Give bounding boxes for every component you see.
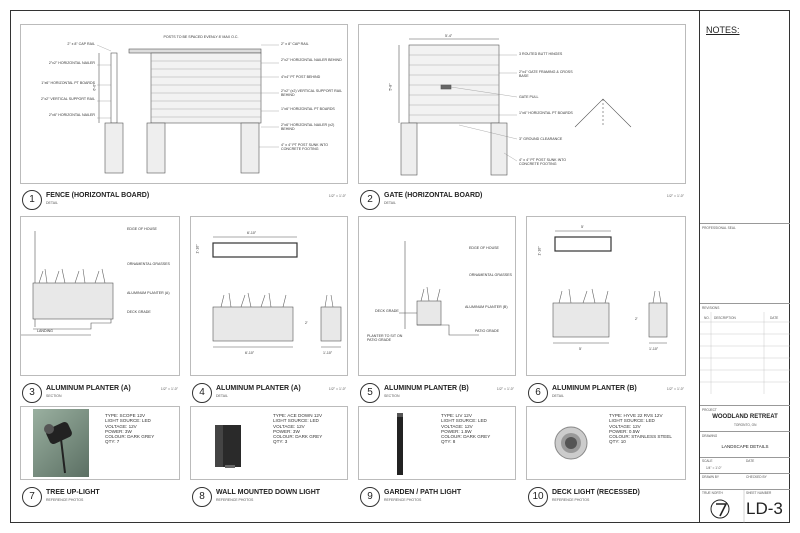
- detail-title: [22, 383, 180, 403]
- detail-title: [528, 383, 686, 403]
- detail-title-text: GATE (HORIZONTAL BOARD): [384, 192, 483, 199]
- detail-subtitle: DETAIL: [46, 201, 58, 205]
- detail-title-text: FENCE (HORIZONTAL BOARD): [46, 192, 150, 199]
- detail-title: [528, 487, 686, 507]
- drawing-box: DRAWING LANDSCAPE DETAILS: [700, 431, 790, 457]
- planter-depth-dim: 2': [305, 321, 308, 325]
- planter-height-dim: 1'-10": [195, 244, 200, 254]
- detail-number: 5: [360, 383, 380, 403]
- project-name: WOODLAND RETREAT: [712, 414, 778, 420]
- detail-subtitle: REFERENCE PHOTOS: [384, 498, 422, 502]
- detail-number: 7: [22, 487, 42, 507]
- detail-scale: 1/2" = 1'-0": [328, 194, 346, 198]
- deck-light-panel: [526, 406, 686, 480]
- planter-label: DECK GRADE: [127, 310, 151, 314]
- detail-number: 10: [528, 487, 548, 507]
- tree-uplight-icon: [21, 407, 181, 481]
- planter-label: LANDING: [37, 329, 53, 333]
- detail-subtitle: DETAIL: [216, 394, 228, 398]
- planter-side-dim: 1'-10": [323, 351, 333, 355]
- fence-label: 2"x2" (x2) VERTICAL SUPPORT RAIL BEHIND: [281, 89, 343, 98]
- detail-number: 6: [528, 383, 548, 403]
- fence-top-note: POSTS TO BE SPACED EVENLY 8' MAX O.C.: [163, 35, 239, 39]
- planter-a-section-drawing: [21, 217, 181, 377]
- detail-number: 9: [360, 487, 380, 507]
- detail-title: [192, 487, 348, 507]
- detail-title-text: ALUMINUM PLANTER (B): [552, 385, 637, 392]
- detail-scale: 1/2" = 1'-0": [496, 387, 514, 391]
- fence-detail-panel: [20, 24, 348, 184]
- gate-label: 4" x 4" PT POST SUNK INTO CONCRETE FOOTING: [519, 158, 567, 167]
- detail-title-text: TREE UP-LIGHT: [46, 489, 100, 496]
- planter-label: PATIO GRADE: [475, 329, 500, 333]
- detail-number: 2: [360, 190, 380, 210]
- planter-label: ALUMINUM PLANTER (B): [465, 305, 508, 309]
- professional-seal-box: PROFESSIONAL SEAL: [700, 223, 790, 303]
- light-spec: TYPE: ACE DOWN 12V LIGHT SOURCE: LED VOLTAGE: 12V POWER: 3W COLOUR: DARK GREY QTY: 3: [273, 413, 323, 445]
- project-location: TORONTO, ON: [734, 423, 757, 427]
- planter-side-dim: 1'-10": [649, 347, 659, 351]
- detail-title-text: DECK LIGHT (RECESSED): [552, 489, 640, 496]
- path-light-panel: [358, 406, 516, 480]
- planter-label: ORNAMENTAL GRASSES: [469, 273, 512, 277]
- fence-label: 4" x 4" PT POST SUNK INTO CONCRETE FOOTING: [281, 143, 329, 152]
- gate-height-dim: 5'-8": [388, 83, 393, 91]
- tree-uplight-panel: [20, 406, 180, 480]
- planter-top-dim: 6'-10": [247, 231, 257, 235]
- sheet-number: LD-3: [746, 499, 783, 518]
- title-block: [699, 11, 789, 522]
- detail-subtitle: SECTION: [46, 394, 62, 398]
- planter-label: ORNAMENTAL GRASSES: [127, 262, 170, 266]
- wall-downlight-icon: [191, 407, 349, 481]
- fence-label: 2"x2" VERTICAL SUPPORT RAIL: [41, 97, 95, 101]
- gate-label: 3" GROUND CLEARANCE: [519, 137, 563, 141]
- revisions-box: REVISIONS NO. DESCRIPTION DATE: [700, 303, 790, 399]
- light-spec: TYPE: HYVE 22 RVS 12V LIGHT SOURCE: LED VOLTAGE: 12V POWER: 0.5W COLOUR: STAINLESS STEEL QTY: 10: [609, 413, 672, 445]
- fence-label: 2"x2" HORIZONTAL NAILER BEHIND: [281, 58, 342, 62]
- wall-downlight-panel: [190, 406, 348, 480]
- detail-title-text: WALL MOUNTED DOWN LIGHT: [216, 489, 321, 496]
- detail-title: [22, 190, 348, 210]
- gate-detail-panel: [358, 24, 686, 184]
- detail-number: 3: [22, 383, 42, 403]
- detail-title-text: GARDEN / PATH LIGHT: [384, 489, 462, 496]
- detail-subtitle: REFERENCE PHOTOS: [46, 498, 84, 502]
- detail-subtitle: DETAIL: [552, 394, 564, 398]
- notes-title: NOTES:: [706, 25, 740, 35]
- planter-bottom-dim: 6'-10": [245, 351, 255, 355]
- drawn-checked-box: DRAWN BY CHECKED BY: [700, 473, 790, 489]
- detail-scale: 1/2" = 1'-0": [666, 194, 684, 198]
- revision-grid: [700, 304, 790, 400]
- detail-title: [22, 487, 180, 507]
- fence-drawing: [21, 25, 349, 185]
- gate-label: 2"x4" GATE FRAMING & CROSS BASE: [519, 70, 573, 79]
- fence-label: 2"x2" HORIZONTAL NAILER: [48, 61, 95, 65]
- planter-a-detail-panel: [190, 216, 348, 376]
- fence-label: 2"x6" HORIZONTAL NAILER (x2) BEHIND: [281, 123, 335, 132]
- fence-label: 2" x 8" CAP RAIL: [281, 42, 309, 46]
- detail-title-text: ALUMINUM PLANTER (B): [384, 385, 469, 392]
- gate-width-dim: 5'-4": [445, 34, 453, 38]
- planter-b-detail-panel: [526, 216, 686, 376]
- planter-label: ALUMINUM PLANTER (A): [127, 291, 170, 295]
- fence-label: 1"x6" HORIZONTAL PT BOARDS: [281, 107, 335, 111]
- planter-label: PLANTER TO SIT ON PATIO GRADE: [367, 334, 403, 343]
- planter-bottom-dim: 5': [579, 347, 582, 351]
- planter-label: EDGE OF HOUSE: [469, 246, 499, 250]
- scale-date-box: SCALE 1/4" = 1'-0" DATE: [700, 457, 790, 473]
- planter-label: DECK GRADE: [375, 309, 399, 313]
- detail-title: [360, 487, 516, 507]
- detail-title: [192, 383, 348, 403]
- planter-depth-dim: 2': [635, 317, 638, 321]
- detail-subtitle: REFERENCE PHOTOS: [216, 498, 254, 502]
- light-spec: TYPE: LIV 12V LIGHT SOURCE: LED VOLTAGE: 12V POWER: 1.5W COLOUR: DARK GREY QTY: 8: [441, 413, 491, 445]
- planter-b-section-panel: [358, 216, 516, 376]
- fence-label: 2"x6" HORIZONTAL NAILER: [48, 113, 95, 117]
- fence-label: 4"x4" PT POST BEHIND: [281, 75, 321, 79]
- fence-label: 2" x 8" CAP RAIL: [67, 42, 95, 46]
- detail-subtitle: DETAIL: [384, 201, 396, 205]
- path-light-icon: [359, 407, 517, 481]
- gate-label: 1"x6" HORIZONTAL PT BOARDS: [519, 111, 573, 115]
- sheet-box: TRUE NORTH SHEET NUMBER LD-3: [700, 489, 790, 522]
- gate-label: GATE PULL: [519, 95, 539, 99]
- planter-height-dim: 1'-10": [537, 246, 542, 256]
- detail-title-text: ALUMINUM PLANTER (A): [46, 385, 131, 392]
- planter-top-dim: 5': [581, 225, 584, 229]
- planter-b-detail-drawing: [527, 217, 687, 377]
- planter-a-section-panel: [20, 216, 180, 376]
- detail-number: 8: [192, 487, 212, 507]
- detail-subtitle: SECTION: [384, 394, 400, 398]
- light-spec: TYPE: SCOPE 12V LIGHT SOURCE: LED VOLTAGE: 12V POWER: 3W COLOUR: DARK GREY QTY: 7: [105, 413, 155, 445]
- fence-label: 1"x6" HORIZONTAL PT BOARDS: [41, 81, 95, 85]
- detail-title-text: ALUMINUM PLANTER (A): [216, 385, 301, 392]
- detail-number: 1: [22, 190, 42, 210]
- detail-title: [360, 190, 686, 210]
- drawing-name: LANDSCAPE DETAILS: [721, 444, 769, 449]
- detail-scale: 1/2" = 1'-0": [160, 387, 178, 391]
- detail-number: 4: [192, 383, 212, 403]
- project-box: PROJECT WOODLAND RETREAT TORONTO, ON: [700, 405, 790, 431]
- detail-scale: 1/2" = 1'-0": [666, 387, 684, 391]
- planter-b-section-drawing: [359, 217, 517, 377]
- fence-height-dim: 6'-0": [92, 83, 97, 91]
- planter-label: EDGE OF HOUSE: [127, 227, 157, 231]
- detail-scale: 1/2" = 1'-0": [328, 387, 346, 391]
- detail-subtitle: REFERENCE PHOTOS: [552, 498, 590, 502]
- gate-label: 3 ROUTED BUTT HINGES: [519, 52, 563, 56]
- detail-title: [360, 383, 516, 403]
